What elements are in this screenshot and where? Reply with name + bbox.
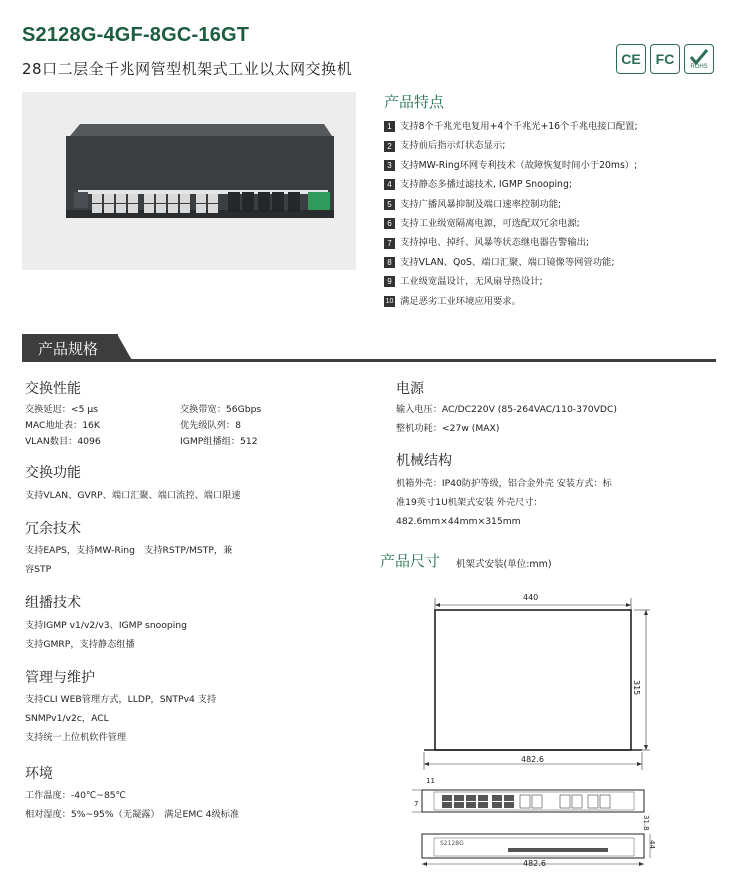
switching-perf-col2: 交换带宽：56Gbps 优先级队列：8 IGMP组播组：512 [180,404,262,447]
front-side-label: 7 [414,800,419,808]
front-width-label: 482.6 [523,859,546,868]
environment-heading: 环境 [25,766,53,782]
list-item: 4 支持静态多播过滤技术, IGMP Snooping; [384,175,729,194]
fcc-cert-icon: FC [650,44,680,74]
ear-label: 31.8 [642,815,650,831]
spec-title: 产品规格 [38,340,99,358]
front-top-label: 11 [426,777,435,785]
product-model-title: S2128G-4GF-8GC-16GT [22,24,250,46]
environment-text: 工作温度：-40℃~85℃ 相对湿度：5%~95%（无凝露） 满足EMC 4级标准 [25,790,240,820]
multicast-text: 支持IGMP v1/v2/v3、IGMP snooping 支持GMRP，支持静态组播 [25,620,187,650]
mechanical-text: 机箱外壳：IP40防护等级，铝合金外壳 安装方式：标 准19英寸1U机架式安装 外壳尺寸： 482.6mm×44mm×315mm [396,478,612,527]
switching-perf-heading: 交换性能 [25,381,81,397]
product-subtitle: 28口二层全千兆网管型机架式工业以太网交换机 [22,60,353,78]
size-title: 产品尺寸 [380,552,441,570]
list-item: 6 支持工业级宽隔离电源，可选配双冗余电源; [384,214,729,233]
list-item: 10 满足恶劣工业环境应用要求。 [385,295,521,307]
rohs-cert-icon: ROHS [684,44,714,74]
power-heading: 电源 [396,381,424,397]
list-item: 3 支持MW-Ring环网专利技术（故障恢复时间小于20ms）; [384,156,729,175]
list-item: 8 支持VLAN、QoS、端口汇聚、端口镜像等网管功能; [384,253,729,272]
list-item: 1 支持8个千兆光电复用+4个千兆光+16个千兆电接口配置; [384,117,729,136]
switching-perf-col1: 交换延迟：<5 μs MAC地址表：16K VLAN数目：4096 [25,404,101,447]
mechanical-heading: 机械结构 [396,453,452,469]
redundancy-heading: 冗余技术 [25,521,81,537]
list-item: 2 支持前后指示灯状态显示; [384,136,729,155]
product-photo [22,92,356,270]
features-list [384,117,729,311]
spec-tab-arrow-icon [117,334,133,362]
panel-label: S2128G [440,840,464,847]
list-item: 9 工业级宽温设计，无风扇导热设计; [384,272,729,291]
switch-image [22,92,356,270]
multicast-heading: 组播技术 [25,595,81,611]
redundancy-text: 支持EAPS，支持MW-Ring 支持RSTP/MSTP，兼 容STP [25,545,233,575]
depth-label: 315 [632,680,641,696]
ce-cert-icon: CE [616,44,646,74]
list-item: 5 支持广播风暴抑制及端口速率控制功能; [384,195,729,214]
power-text: 输入电压：AC/DC220V (85-264VAC/110-370VDC) 整机功耗：<27w (MAX) [396,404,618,434]
management-heading: 管理与维护 [25,670,95,686]
management-text: 支持CLI WEB管理方式，LLDP，SNTPv4 支持 SNMPv1/v2c，ACL 支持统一上位机软件管理 [25,694,217,743]
bottom-width-label: 482.6 [521,755,544,764]
switching-func-text: 支持VLAN、GVRP、端口汇聚、端口流控、端口限速 [25,490,241,501]
features-title: 产品特点 [384,93,445,111]
top-width-label: 440 [523,593,539,602]
size-note: 机架式安装(单位:mm) [456,559,552,570]
top-view-drawing [410,592,670,772]
height-label: 44 [648,840,656,849]
list-item: 7 支持掉电、掉纤、风暴等状态继电器告警输出; [384,233,729,252]
switching-func-heading: 交换功能 [25,465,81,481]
